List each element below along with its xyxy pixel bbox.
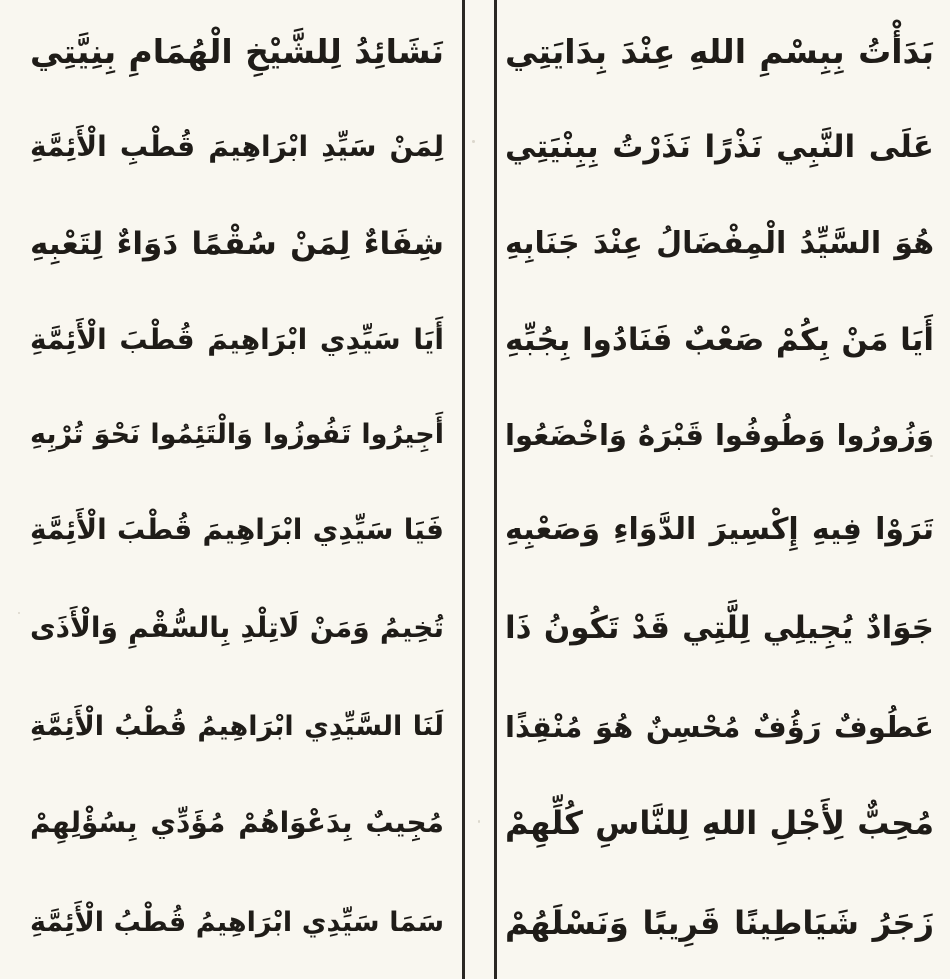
verse-line: مُحِبٌّ لِأَجْلِ اللهِ لِلنَّاسِ كُلِّهِمْ xyxy=(505,804,934,842)
paper-speck xyxy=(478,820,480,823)
verse-line: وَزُورُوا وَطُوفُوا قَبْرَهُ وَاخْضَعُوا xyxy=(505,418,934,452)
verse-line: شِفَاءٌ لِمَنْ سُقْمًا دَوَاءٌ لِتَعْبِهِ xyxy=(30,226,444,262)
column-divider-left xyxy=(462,0,465,979)
right-verse-column xyxy=(505,0,940,979)
verse-line: نَشَائِدُ لِلشَّيْخِ الْهُمَامِ بِنِيَّتِي xyxy=(30,32,444,71)
verse-line: لِمَنْ سَيِّدِ ابْرَاهِيمَ قُطْبِ الْأَئِمَّةِ xyxy=(30,130,444,163)
verse-line: أَجِيرُوا تَفُوزُوا وَالْتَئِمُوا نَحْوَ تُرْبِهِ xyxy=(30,419,444,450)
paper-speck xyxy=(18,612,20,614)
verse-line: بَدَأْتُ بِبِسْمِ اللهِ عِنْدَ بِدَايَتِي xyxy=(505,32,934,71)
verse-line: تَرَوْا فِيهِ إِكْسِيرَ الدَّوَاءِ وَصَعْبِهِ xyxy=(505,512,934,547)
paper-speck xyxy=(930,455,933,457)
verse-line: سَمَا سَيِّدِي ابْرَاهِيمُ قُطْبُ الْأَئِمَّةِ xyxy=(30,907,444,938)
verse-line: زَجَرُ شَيَاطِينًا قَرِيبًا وَنَسْلَهُمْ xyxy=(505,904,934,942)
verse-line: هُوَ السَّيِّدُ الْمِفْضَالُ عِنْدَ جَنَابِهِ xyxy=(505,226,934,261)
verse-line: لَنَا السَّيِّدِي ابْرَاهِيمُ قُطْبُ الْأَئِمَّةِ xyxy=(30,711,444,742)
verse-line: فَيَا سَيِّدِي ابْرَاهِيمَ قُطْبَ الْأَئِمَّةِ xyxy=(30,513,444,546)
paper-speck xyxy=(472,140,475,143)
verse-line: عَطُوفٌ رَؤُفٌ مُحْسِنٌ هُوَ مُنْقِذًا xyxy=(505,710,934,744)
verse-line: تُخِيمُ وَمَنْ لَاتِلْدِ بِالسُّقْمِ وَالْأَذَى xyxy=(30,611,444,644)
column-divider-right xyxy=(494,0,497,979)
verse-line: أَيَا سَيِّدِي ابْرَاهِيمَ قُطْبَ الْأَئِمَّةِ xyxy=(30,323,444,356)
verse-line: جَوَادٌ يُجِيلِي لِلَّتِي قَدْ تَكُونُ ذَا xyxy=(505,610,934,646)
left-verse-column xyxy=(30,0,450,979)
verse-line: أَيَا مَنْ بِكُمْ صَعْبٌ فَنَادُوا بِجُبِّهِ xyxy=(505,322,934,358)
verse-line: عَلَى النَّبِي نَذْرًا نَذَرْتُ بِبِنْيَتِي xyxy=(505,129,934,165)
verse-line: مُجِيبٌ بِدَعْوَاهُمْ مُؤَدِّي بِسُؤْلِهِمْ xyxy=(30,806,444,839)
